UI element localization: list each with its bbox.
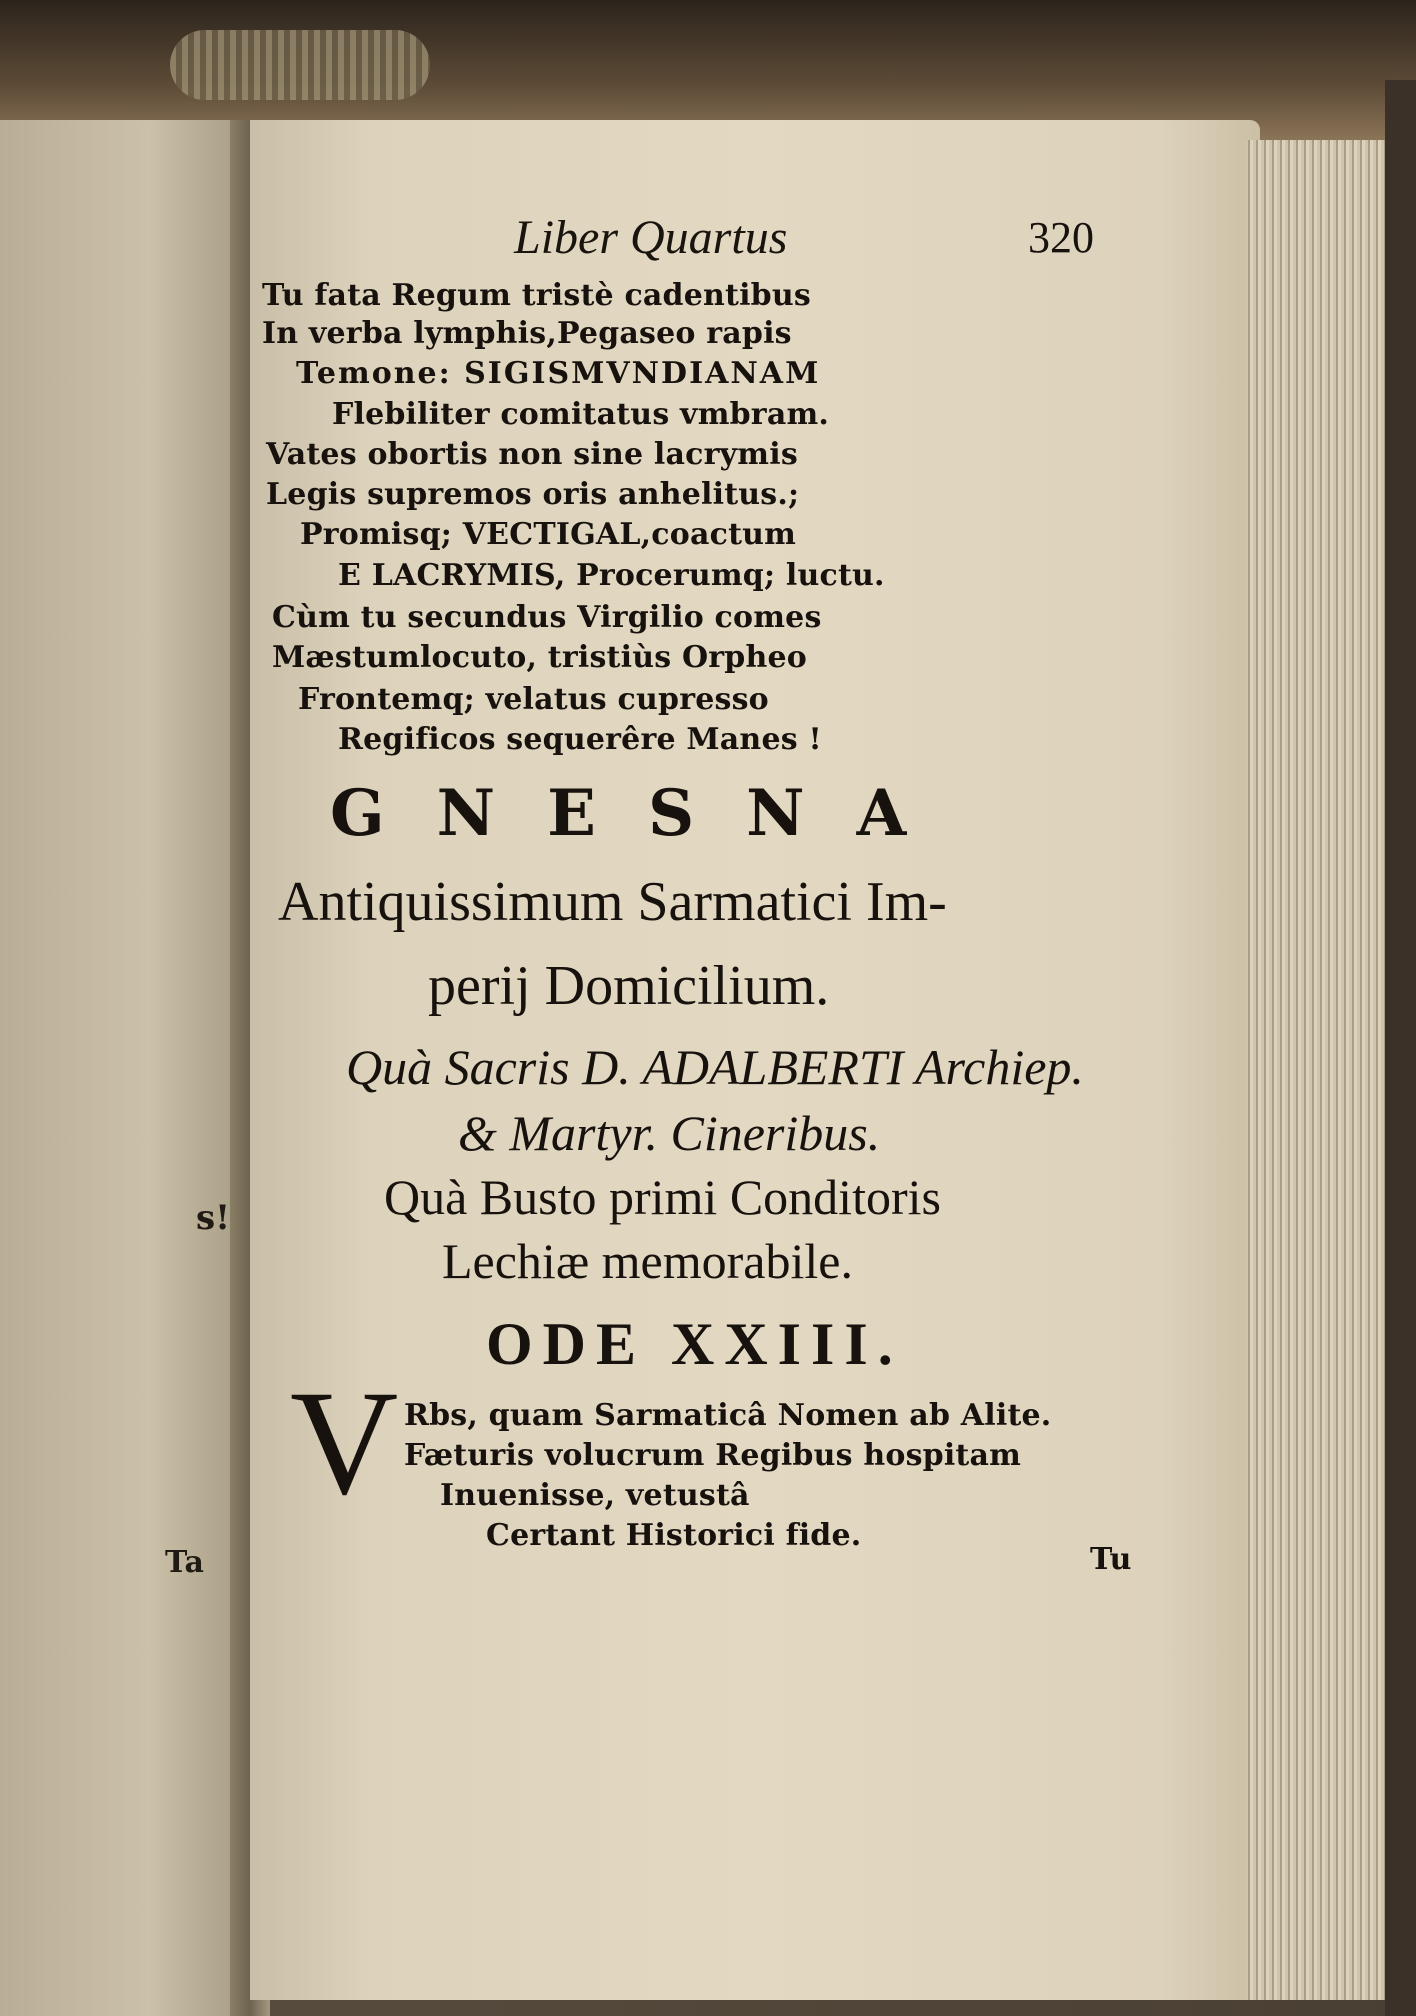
verse-line: Legis supremos oris anhelitus.; xyxy=(266,477,800,512)
left-page-fragment: s! xyxy=(196,1198,231,1238)
verse-line: Temone: SIGISMVNDIANAM xyxy=(296,356,821,391)
verse-line: In verba lymphis,Pegaseo rapis xyxy=(262,316,792,351)
ode-title: GNESNA xyxy=(330,776,959,851)
verse-line: Flebiliter comitatus vmbram. xyxy=(332,397,830,432)
ode-line: Rbs, quam Sarmaticâ Nomen ab Alite. xyxy=(404,1398,1052,1433)
verse-line: E LACRYMIS, Procerumq; luctu. xyxy=(338,558,885,593)
ode-line: Inuenisse, vetustâ xyxy=(440,1478,750,1513)
verse-line: Tu fata Regum tristè cadentibus xyxy=(262,278,811,313)
left-page xyxy=(0,120,250,2016)
subtitle-line: Quà Busto primi Conditoris xyxy=(384,1169,941,1225)
subtitle-line: Lechiæ memorabile. xyxy=(442,1233,853,1289)
subtitle-line: perij Domicilium. xyxy=(428,955,830,1017)
verse-line: Frontemq; velatus cupresso xyxy=(298,682,769,717)
cover-edge xyxy=(1385,80,1416,2016)
verse-line: Mæstumlocuto, tristiùs Orpheo xyxy=(272,640,807,675)
drop-cap: V xyxy=(290,1360,399,1526)
right-page-catchword: Tu xyxy=(1090,1542,1132,1577)
left-page-catchword: Ta xyxy=(165,1545,204,1580)
ode-line: Fæturis volucrum Regibus hospitam xyxy=(404,1438,1022,1473)
ode-heading: ODE XXIII. xyxy=(486,1311,903,1377)
page-number: 320 xyxy=(1028,213,1094,262)
subtitle-line: & Martyr. Cineribus. xyxy=(458,1105,881,1161)
subtitle-line: Antiquissimum Sarmatici Im- xyxy=(278,871,947,933)
page-edges xyxy=(1245,140,1390,2000)
verse-line: Vates obortis non sine lacrymis xyxy=(266,437,798,472)
verse-line: Cùm tu secundus Virgilio comes xyxy=(272,600,822,635)
verse-line: Regificos sequerêre Manes ! xyxy=(338,722,822,757)
running-head: Liber Quartus xyxy=(514,211,788,264)
headband xyxy=(170,30,430,100)
ode-line: Certant Historici fide. xyxy=(486,1518,862,1553)
verse-line: Promisq; VECTIGAL,coactum xyxy=(300,517,797,552)
subtitle-line: Quà Sacris D. ADALBERTI Archiep. xyxy=(346,1039,1084,1095)
